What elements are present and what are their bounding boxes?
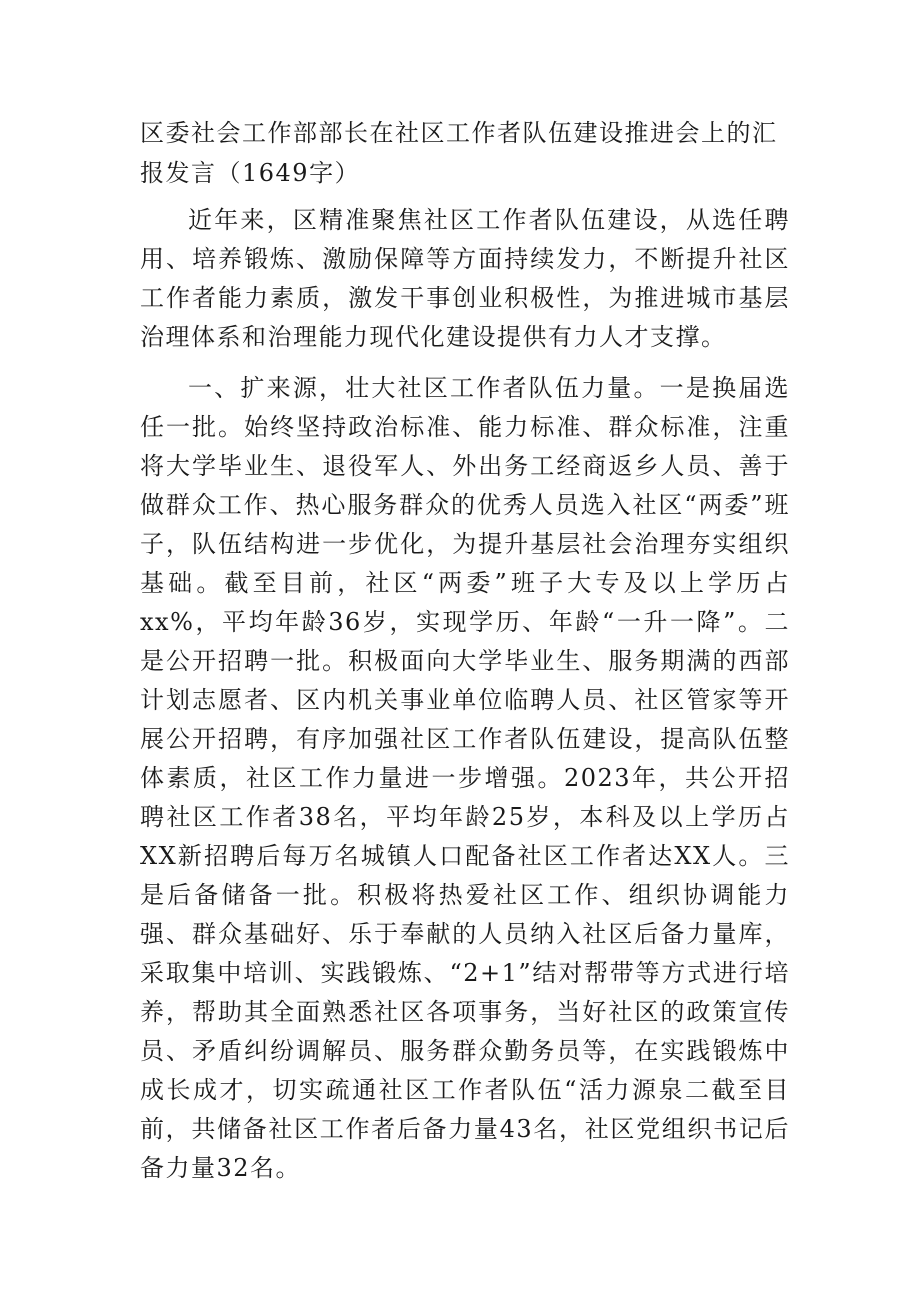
document-page	[140, 113, 790, 1188]
paragraph-intro: 近年来，区精准聚焦社区工作者队伍建设，从选任聘用、培养锻炼、激励保障等方面持续发力，不断提升社区工作者能力素质，激发干事创业积极性，为推进城市基层治理体系和治理能力现代化建设提供有力人才支撑。	[140, 206, 790, 351]
paragraph-section-one: 一、扩来源，壮大社区工作者队伍力量。一是换届选任一批。始终坚持政治标准、能力标准、群众标准，注重将大学毕业生、退役军人、外出务工经商返乡人员、善于做群众工作、热心服务群众的优秀人员选入社区“两委”班子，队伍结构进一步优化，为提升基层社会治理夯实组织基础。截至目前，社区“两委”班子大专及以上学历占xx%，平均年龄36岁，实现学历、年龄“一升一降”。二是公开招聘一批。积极面向大学毕业生、服务期满的西部计划志愿者、区内机关事业单位临聘人员、社区管家等开展公开招聘，有序加强社区工作者队伍建设，提高队伍整体素质，社区工作力量进一步增强。2023年，共公开招聘社区工作者38名，平均年龄25岁，本科及以上学历占XX新招聘后每万名城镇人口配备社区工作者达XX人。三是后备储备一批。积极将热爱社区工作、组织协调能力强、群众基础好、乐于奉献的人员纳入社区后备力量库，采取集中培训、实践锻炼、“2+1”结对帮带等方式进行培养，帮助其全面熟悉社区各项事务，当好社区的政策宣传员、矛盾纠纷调解员、服务群众勤务员等，在实践锻炼中成长成才，切实疏通社区工作者队伍“活力源泉二截至目前，共储备社区工作者后备力量43名，社区党组织书记后备力量32名。	[140, 374, 790, 1182]
document-title: 区委社会工作部部长在社区工作者队伍建设推进会上的汇报发言（1649字）	[140, 119, 778, 187]
